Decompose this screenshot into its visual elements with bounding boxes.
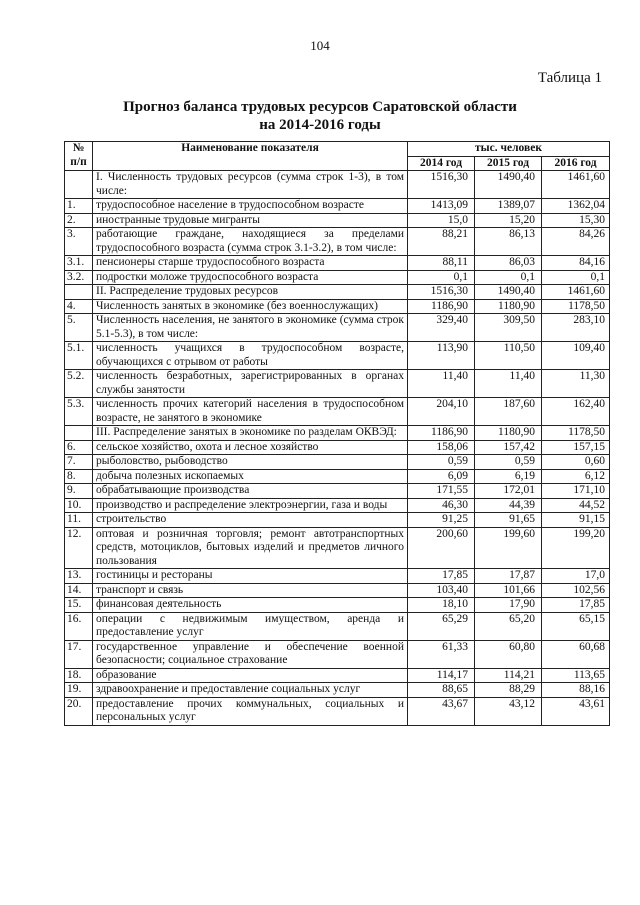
row-indicator-name: III. Распределение занятых в экономике по разделам ОКВЭД: [93, 426, 408, 441]
row-number: 5.3. [65, 398, 93, 426]
row-value-2016: 162,40 [542, 398, 610, 426]
header-num [65, 142, 93, 171]
row-indicator-name: трудоспособное население в трудоспособном возрасте [93, 199, 408, 214]
row-value-2014: 204,10 [408, 398, 475, 426]
table-row [65, 299, 610, 314]
row-value-2016: 1178,50 [542, 426, 610, 441]
row-number: 8. [65, 469, 93, 484]
table-row [65, 498, 610, 513]
row-number: 15. [65, 598, 93, 613]
row-value-2016: 84,16 [542, 256, 610, 271]
row-number: 20. [65, 697, 93, 725]
row-indicator-name: образование [93, 668, 408, 683]
row-value-2015: 199,60 [475, 527, 542, 569]
row-indicator-name: Численность населения, не занятого в экономике (сумма строк 5.1-5.3), в том числе: [93, 314, 408, 342]
row-indicator-name: финансовая деятельность [93, 598, 408, 613]
title-line-1: Прогноз баланса трудовых ресурсов Саратовской области [123, 99, 517, 115]
row-indicator-name: численность учащихся в трудоспособном возрасте, обучающихся с отрывом от работы [93, 342, 408, 370]
row-value-2016: 6,12 [542, 469, 610, 484]
row-number: 16. [65, 612, 93, 640]
row-value-2016: 60,68 [542, 640, 610, 668]
table-container [64, 141, 610, 726]
row-number: 3.1. [65, 256, 93, 271]
table-row [65, 469, 610, 484]
row-value-2015: 44,39 [475, 498, 542, 513]
row-value-2015: 17,90 [475, 598, 542, 613]
row-value-2016: 44,52 [542, 498, 610, 513]
row-value-2015: 86,03 [475, 256, 542, 271]
table-row [65, 256, 610, 271]
row-indicator-name: работающие граждане, находящиеся за пределами трудоспособного возраста (сумма строк 3.1-3.2), в том числе: [93, 228, 408, 256]
row-value-2014: 6,09 [408, 469, 475, 484]
table-row [65, 569, 610, 584]
table-row [65, 270, 610, 285]
row-indicator-name: предоставление прочих коммунальных, социальных и персональных услуг [93, 697, 408, 725]
row-value-2015: 65,20 [475, 612, 542, 640]
row-value-2014: 1186,90 [408, 426, 475, 441]
row-number: 1. [65, 199, 93, 214]
header-units: тыс. человек [408, 142, 610, 157]
row-value-2014: 88,65 [408, 683, 475, 698]
row-number: 2. [65, 213, 93, 228]
row-value-2014: 329,40 [408, 314, 475, 342]
row-number: 18. [65, 668, 93, 683]
row-value-2014: 88,21 [408, 228, 475, 256]
row-value-2014: 114,17 [408, 668, 475, 683]
table-row [65, 213, 610, 228]
row-indicator-name: Численность занятых в экономике (без военнослужащих) [93, 299, 408, 314]
row-value-2014: 65,29 [408, 612, 475, 640]
row-value-2016: 1178,50 [542, 299, 610, 314]
header-num-line-2: п/п [70, 155, 87, 168]
row-value-2016: 43,61 [542, 697, 610, 725]
table-row [65, 640, 610, 668]
row-indicator-name: транспорт и связь [93, 583, 408, 598]
table-row [65, 598, 610, 613]
table-row [65, 171, 610, 199]
table-body [65, 171, 610, 726]
row-value-2014: 17,85 [408, 569, 475, 584]
row-value-2014: 103,40 [408, 583, 475, 598]
row-value-2014: 1516,30 [408, 285, 475, 300]
row-value-2015: 1490,40 [475, 171, 542, 199]
row-value-2014: 200,60 [408, 527, 475, 569]
row-value-2015: 1180,90 [475, 426, 542, 441]
row-value-2016: 171,10 [542, 484, 610, 499]
labor-balance-table [64, 141, 610, 726]
row-value-2016: 157,15 [542, 440, 610, 455]
row-value-2016: 0,1 [542, 270, 610, 285]
row-value-2016: 15,30 [542, 213, 610, 228]
row-value-2015: 43,12 [475, 697, 542, 725]
row-number: 12. [65, 527, 93, 569]
title-line-2: на 2014-2016 годы [259, 117, 381, 133]
row-indicator-name: гостиницы и рестораны [93, 569, 408, 584]
row-indicator-name: подростки моложе трудоспособного возраста [93, 270, 408, 285]
row-value-2015: 11,40 [475, 370, 542, 398]
row-indicator-name: рыболовство, рыбоводство [93, 455, 408, 470]
row-value-2016: 11,30 [542, 370, 610, 398]
table-row [65, 455, 610, 470]
row-number: 9. [65, 484, 93, 499]
row-value-2015: 88,29 [475, 683, 542, 698]
header-year-2015: 2015 год [475, 156, 542, 171]
table-row [65, 612, 610, 640]
row-number: 3.2. [65, 270, 93, 285]
row-value-2016: 199,20 [542, 527, 610, 569]
row-value-2016: 88,16 [542, 683, 610, 698]
row-number: 10. [65, 498, 93, 513]
table-row [65, 398, 610, 426]
table-row [65, 697, 610, 725]
row-value-2016: 65,15 [542, 612, 610, 640]
row-value-2014: 43,67 [408, 697, 475, 725]
document-title [0, 98, 640, 134]
table-row [65, 668, 610, 683]
row-value-2015: 0,1 [475, 270, 542, 285]
row-number: 7. [65, 455, 93, 470]
row-value-2014: 1516,30 [408, 171, 475, 199]
table-label: Таблица 1 [537, 70, 602, 86]
table-row [65, 228, 610, 256]
row-number [65, 171, 93, 199]
header-year-2014: 2014 год [408, 156, 475, 171]
table-row [65, 527, 610, 569]
row-indicator-name: здравоохранение и предоставление социальных услуг [93, 683, 408, 698]
row-number: 11. [65, 513, 93, 528]
row-value-2014: 61,33 [408, 640, 475, 668]
row-indicator-name: I. Численность трудовых ресурсов (сумма строк 1-3), в том числе: [93, 171, 408, 199]
table-row [65, 199, 610, 214]
table-row [65, 426, 610, 441]
table-row [65, 314, 610, 342]
row-value-2015: 187,60 [475, 398, 542, 426]
row-value-2016: 17,0 [542, 569, 610, 584]
row-indicator-name: государственное управление и обеспечение военной безопасности; социальное страхование [93, 640, 408, 668]
row-value-2016: 283,10 [542, 314, 610, 342]
row-number [65, 426, 93, 441]
row-value-2014: 46,30 [408, 498, 475, 513]
table-row [65, 440, 610, 455]
header-name: Наименование показателя [93, 142, 408, 171]
row-value-2015: 0,59 [475, 455, 542, 470]
table-row [65, 583, 610, 598]
row-value-2016: 113,65 [542, 668, 610, 683]
row-number: 14. [65, 583, 93, 598]
row-value-2016: 1362,04 [542, 199, 610, 214]
row-value-2015: 17,87 [475, 569, 542, 584]
row-value-2015: 101,66 [475, 583, 542, 598]
row-indicator-name: добыча полезных ископаемых [93, 469, 408, 484]
row-value-2014: 113,90 [408, 342, 475, 370]
row-number: 17. [65, 640, 93, 668]
row-value-2014: 1186,90 [408, 299, 475, 314]
row-value-2014: 15,0 [408, 213, 475, 228]
row-value-2016: 84,26 [542, 228, 610, 256]
row-number: 5. [65, 314, 93, 342]
row-value-2015: 1490,40 [475, 285, 542, 300]
row-value-2016: 0,60 [542, 455, 610, 470]
row-number [65, 285, 93, 300]
row-value-2016: 102,56 [542, 583, 610, 598]
row-value-2014: 11,40 [408, 370, 475, 398]
table-row [65, 342, 610, 370]
page-number: 104 [310, 38, 330, 53]
row-value-2016: 1461,60 [542, 285, 610, 300]
header-num-line-1: № [72, 142, 85, 154]
row-value-2016: 109,40 [542, 342, 610, 370]
row-number: 5.2. [65, 370, 93, 398]
row-value-2014: 158,06 [408, 440, 475, 455]
row-indicator-name: обрабатывающие производства [93, 484, 408, 499]
row-number: 6. [65, 440, 93, 455]
row-indicator-name: численность прочих категорий населения в трудоспособном возрасте, не занятого в экономике [93, 398, 408, 426]
row-value-2015: 1180,90 [475, 299, 542, 314]
row-number: 5.1. [65, 342, 93, 370]
row-indicator-name: строительство [93, 513, 408, 528]
row-value-2015: 1389,07 [475, 199, 542, 214]
row-indicator-name: оптовая и розничная торговля; ремонт автотранспортных средств, мотоциклов, бытовых изделий и предметов личного пользования [93, 527, 408, 569]
header-year-2016: 2016 год [542, 156, 610, 171]
row-indicator-name: сельское хозяйство, охота и лесное хозяйство [93, 440, 408, 455]
row-value-2015: 91,65 [475, 513, 542, 528]
row-value-2015: 15,20 [475, 213, 542, 228]
row-value-2014: 0,59 [408, 455, 475, 470]
row-value-2015: 114,21 [475, 668, 542, 683]
row-value-2014: 1413,09 [408, 199, 475, 214]
row-value-2015: 6,19 [475, 469, 542, 484]
table-row [65, 683, 610, 698]
row-value-2015: 86,13 [475, 228, 542, 256]
row-number: 3. [65, 228, 93, 256]
table-row [65, 285, 610, 300]
row-number: 13. [65, 569, 93, 584]
row-indicator-name: II. Распределение трудовых ресурсов [93, 285, 408, 300]
row-value-2015: 309,50 [475, 314, 542, 342]
row-indicator-name: производство и распределение электроэнергии, газа и воды [93, 498, 408, 513]
row-value-2016: 17,85 [542, 598, 610, 613]
header-row-1 [65, 142, 610, 157]
row-value-2014: 91,25 [408, 513, 475, 528]
row-value-2015: 60,80 [475, 640, 542, 668]
table-row [65, 370, 610, 398]
table-row [65, 513, 610, 528]
row-number: 4. [65, 299, 93, 314]
row-value-2014: 0,1 [408, 270, 475, 285]
row-value-2014: 171,55 [408, 484, 475, 499]
row-value-2015: 172,01 [475, 484, 542, 499]
row-number: 19. [65, 683, 93, 698]
row-value-2014: 18,10 [408, 598, 475, 613]
row-value-2016: 1461,60 [542, 171, 610, 199]
row-value-2015: 157,42 [475, 440, 542, 455]
row-indicator-name: операции с недвижимым имуществом, аренда и предоставление услуг [93, 612, 408, 640]
row-value-2016: 91,15 [542, 513, 610, 528]
row-indicator-name: иностранные трудовые мигранты [93, 213, 408, 228]
table-row [65, 484, 610, 499]
row-value-2015: 110,50 [475, 342, 542, 370]
row-value-2014: 88,11 [408, 256, 475, 271]
row-indicator-name: численность безработных, зарегистрированных в органах службы занятости [93, 370, 408, 398]
row-indicator-name: пенсионеры старше трудоспособного возраста [93, 256, 408, 271]
